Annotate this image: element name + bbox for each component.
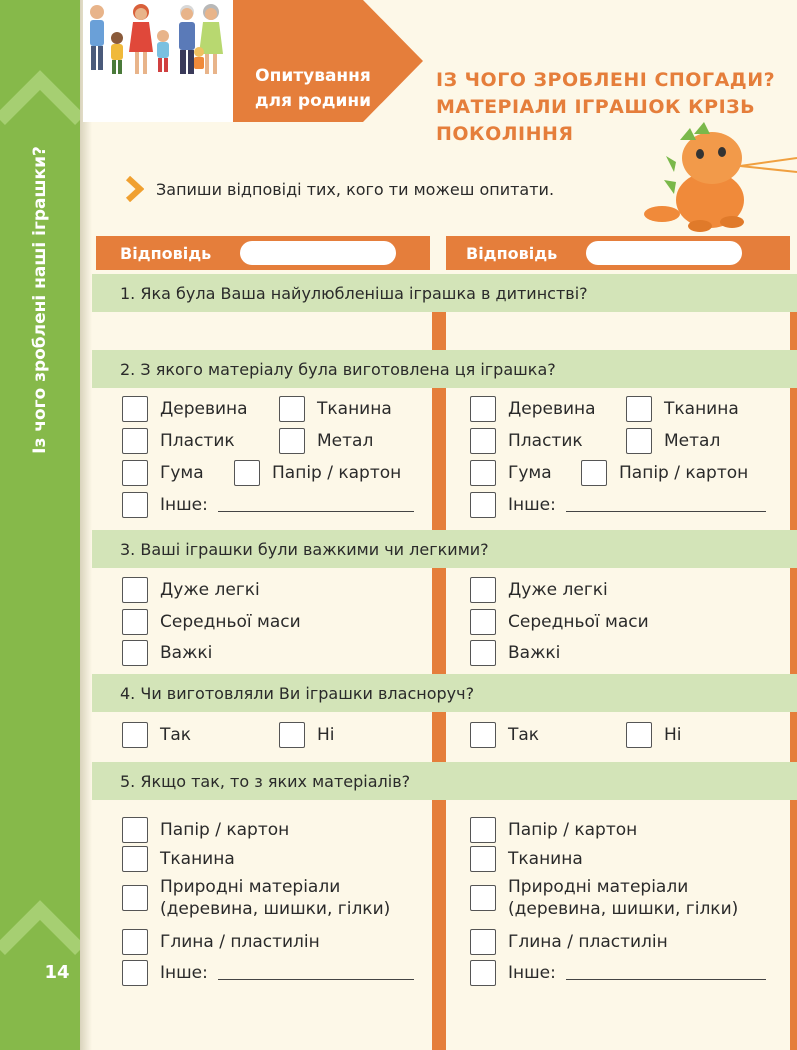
- question-1: 1. Яка була Ваша найулюбленіша іграшка в дитинстві?: [92, 274, 797, 312]
- checkbox-box[interactable]: [234, 460, 260, 486]
- answer-header-label: Відповідь: [120, 243, 212, 263]
- checkbox-box[interactable]: [122, 846, 148, 872]
- checkbox-box[interactable]: [279, 396, 305, 422]
- checkbox-fabric[interactable]: [626, 396, 739, 422]
- checkbox-box[interactable]: [581, 460, 607, 486]
- question-2: 2. З якого матеріалу була виготовлена ця іграшка?: [92, 350, 797, 388]
- column-divider: [432, 386, 446, 530]
- option-label: [508, 876, 738, 920]
- checkbox-box[interactable]: [470, 885, 496, 911]
- checkbox-box[interactable]: [279, 722, 305, 748]
- checkbox-natural[interactable]: [470, 876, 738, 920]
- option-label: Тканина: [508, 849, 583, 869]
- checkbox-other[interactable]: [470, 492, 766, 518]
- sidebar-title: Із чого зроблені наші іграшки?: [30, 146, 50, 454]
- checkbox-box[interactable]: [470, 396, 496, 422]
- checkbox-yes[interactable]: [470, 722, 539, 748]
- banner-label: [243, 64, 383, 114]
- checkbox-clay[interactable]: [470, 929, 668, 955]
- checkbox-box[interactable]: [122, 960, 148, 986]
- checkbox-box[interactable]: [626, 722, 652, 748]
- column-divider: [432, 800, 446, 1050]
- checkbox-box[interactable]: [470, 428, 496, 454]
- option-label: [160, 876, 390, 920]
- column-divider: [790, 310, 797, 350]
- dinosaur-toy-icon: [640, 122, 797, 232]
- checkbox-no[interactable]: [279, 722, 335, 748]
- checkbox-natural[interactable]: [122, 876, 390, 920]
- checkbox-paper[interactable]: [122, 817, 289, 843]
- checkbox-box[interactable]: [122, 460, 148, 486]
- option-label: Метал: [317, 431, 374, 451]
- checkbox-paper[interactable]: [470, 817, 637, 843]
- question-4: 4. Чи виготовляли Ви іграшки власноруч?: [92, 674, 797, 712]
- checkbox-box[interactable]: [470, 609, 496, 635]
- option-label: Папір / картон: [508, 820, 638, 840]
- option-label: Ні: [664, 725, 682, 745]
- column-divider: [432, 568, 446, 674]
- checkbox-medium[interactable]: [470, 609, 649, 635]
- option-label-line1: Природні матеріали: [160, 877, 341, 897]
- checkbox-box[interactable]: [122, 396, 148, 422]
- checkbox-fabric[interactable]: [279, 396, 392, 422]
- option-label: Так: [160, 725, 192, 745]
- checkbox-other[interactable]: [122, 960, 414, 986]
- checkbox-wood[interactable]: [122, 396, 248, 422]
- checkbox-box[interactable]: [122, 609, 148, 635]
- option-label: Папір / картон: [619, 463, 749, 483]
- checkbox-box[interactable]: [470, 640, 496, 666]
- checkbox-very-light[interactable]: [470, 577, 608, 603]
- question-5: 5. Якщо так, то з яких матеріалів?: [92, 762, 797, 800]
- checkbox-plastic[interactable]: [470, 428, 583, 454]
- checkbox-wood[interactable]: [470, 396, 596, 422]
- option-label: Гума: [508, 463, 552, 483]
- option-label: Метал: [664, 431, 721, 451]
- checkbox-metal[interactable]: [626, 428, 720, 454]
- question-3: 3. Ваші іграшки були важкими чи легкими?: [92, 530, 797, 568]
- family-illustration-icon: [83, 0, 231, 82]
- option-label: Важкі: [160, 643, 213, 663]
- option-label: Глина / пластилін: [160, 932, 320, 952]
- checkbox-box[interactable]: [470, 577, 496, 603]
- option-label: Дуже легкі: [508, 580, 608, 600]
- option-label: Глина / пластилін: [508, 932, 668, 952]
- page-gutter: [80, 0, 92, 1050]
- option-label: Інше:: [508, 495, 556, 515]
- checkbox-rubber[interactable]: [470, 460, 552, 486]
- option-label: Дуже легкі: [160, 580, 260, 600]
- banner-label-line1: Опитування: [255, 66, 371, 86]
- column-divider: [790, 568, 797, 674]
- checkbox-box[interactable]: [122, 640, 148, 666]
- other-input-line[interactable]: [566, 966, 766, 980]
- page-title-line3: ПОКОЛІННЯ: [436, 123, 574, 145]
- option-label-line2: (деревина, шишки, гілки): [508, 899, 739, 919]
- option-label: Середньої маси: [160, 612, 301, 632]
- arrow-right-icon: [124, 176, 144, 202]
- checkbox-other[interactable]: [470, 960, 766, 986]
- checkbox-box[interactable]: [470, 929, 496, 955]
- checkbox-no[interactable]: [626, 722, 682, 748]
- option-label: Так: [508, 725, 540, 745]
- option-label: Тканина: [317, 399, 392, 419]
- option-label: Важкі: [508, 643, 561, 663]
- checkbox-very-light[interactable]: [122, 577, 260, 603]
- checkbox-box[interactable]: [122, 929, 148, 955]
- answer-field-q1-col2[interactable]: [450, 312, 786, 348]
- checkbox-yes[interactable]: [122, 722, 191, 748]
- option-label: Інше:: [160, 495, 208, 515]
- checkbox-box[interactable]: [470, 722, 496, 748]
- checkbox-fabric[interactable]: [122, 846, 235, 872]
- option-label: Інше:: [508, 963, 556, 983]
- option-label: Пластик: [508, 431, 583, 451]
- checkbox-rubber[interactable]: [122, 460, 204, 486]
- checkbox-box[interactable]: [122, 577, 148, 603]
- checkbox-box[interactable]: [122, 428, 148, 454]
- page-number: 14: [44, 962, 70, 983]
- checkbox-clay[interactable]: [122, 929, 320, 955]
- checkbox-fabric[interactable]: [470, 846, 583, 872]
- option-label: Інше:: [160, 963, 208, 983]
- page-title-line1: ІЗ ЧОГО ЗРОБЛЕНІ СПОГАДИ?: [436, 69, 776, 91]
- option-label: Середньої маси: [508, 612, 649, 632]
- option-label: Папір / картон: [160, 820, 290, 840]
- option-label: Папір / картон: [272, 463, 402, 483]
- column-divider: [432, 310, 446, 350]
- other-input-line[interactable]: [218, 966, 414, 980]
- checkbox-paper[interactable]: [581, 460, 748, 486]
- checkbox-heavy[interactable]: [470, 640, 560, 666]
- checkbox-box[interactable]: [470, 492, 496, 518]
- respondent-name-field[interactable]: [586, 241, 742, 265]
- option-label-line1: Природні матеріали: [508, 877, 689, 897]
- banner-label-line2: для родини: [254, 91, 372, 111]
- header-banner: [83, 0, 423, 122]
- answer-field-q1-col1[interactable]: [96, 312, 426, 348]
- other-input-line[interactable]: [566, 498, 766, 512]
- instruction-text: Запиши відповіді тих, кого ти можеш опитати.: [156, 179, 555, 199]
- option-label: Гума: [160, 463, 204, 483]
- column-divider: [790, 800, 797, 1050]
- option-label: Деревина: [160, 399, 248, 419]
- answer-header-label: Відповідь: [466, 243, 558, 263]
- checkbox-heavy[interactable]: [122, 640, 212, 666]
- checkbox-box[interactable]: [470, 817, 496, 843]
- respondent-name-field[interactable]: [240, 241, 396, 265]
- checkbox-box[interactable]: [122, 722, 148, 748]
- option-label: Пластик: [160, 431, 235, 451]
- column-divider: [790, 386, 797, 530]
- option-label: Тканина: [160, 849, 235, 869]
- checkbox-box[interactable]: [470, 460, 496, 486]
- checkbox-plastic[interactable]: [122, 428, 235, 454]
- answer-header-2: [446, 236, 790, 270]
- page-title-line2: МАТЕРІАЛИ ІГРАШОК КРІЗЬ: [436, 96, 756, 118]
- option-label: Деревина: [508, 399, 596, 419]
- chevron-decoration-icon: [0, 60, 80, 150]
- checkbox-box[interactable]: [470, 960, 496, 986]
- checkbox-other[interactable]: [122, 492, 414, 518]
- checkbox-box[interactable]: [279, 428, 305, 454]
- checkbox-box[interactable]: [626, 396, 652, 422]
- checkbox-box[interactable]: [122, 817, 148, 843]
- column-divider: [790, 712, 797, 762]
- checkbox-box[interactable]: [122, 885, 148, 911]
- checkbox-medium[interactable]: [122, 609, 301, 635]
- checkbox-paper[interactable]: [234, 460, 401, 486]
- checkbox-box[interactable]: [626, 428, 652, 454]
- checkbox-box[interactable]: [122, 492, 148, 518]
- option-label: Тканина: [664, 399, 739, 419]
- option-label-line2: (деревина, шишки, гілки): [160, 899, 391, 919]
- checkbox-box[interactable]: [470, 846, 496, 872]
- option-label: Ні: [317, 725, 335, 745]
- checkbox-metal[interactable]: [279, 428, 373, 454]
- other-input-line[interactable]: [218, 498, 414, 512]
- answer-header-1: [96, 236, 430, 270]
- instruction: [124, 176, 554, 202]
- column-divider: [432, 712, 446, 762]
